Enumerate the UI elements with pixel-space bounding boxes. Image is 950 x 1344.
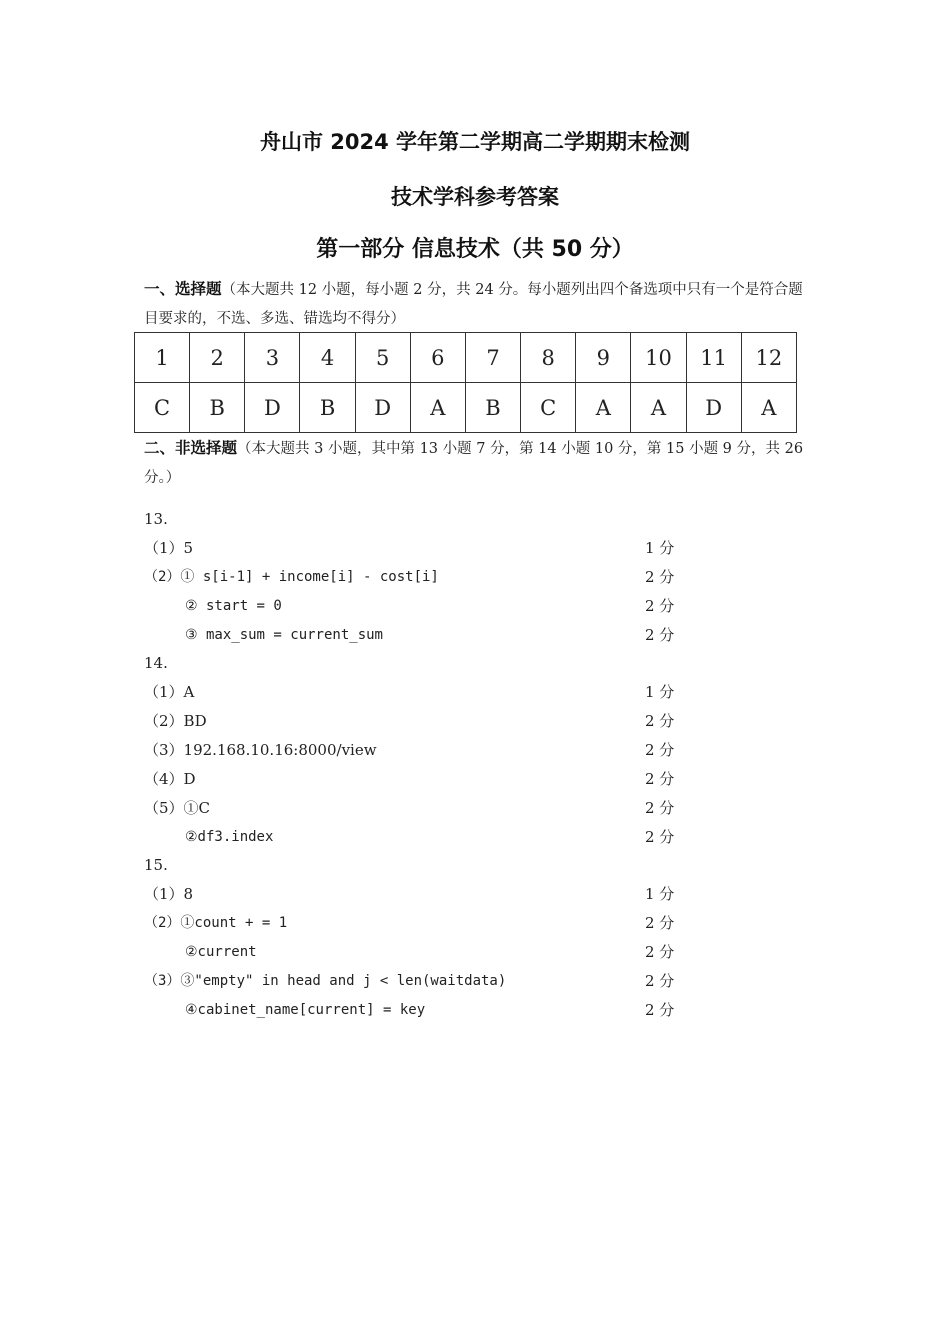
answer-table bbox=[134, 332, 797, 433]
answer-line: （2）BD bbox=[144, 712, 207, 730]
answer-cell: D bbox=[245, 383, 300, 433]
part-title: 第一部分 信息技术（共 50 分） bbox=[316, 237, 634, 262]
answer-line: （4）D bbox=[144, 770, 196, 788]
answer-line: （5）①C bbox=[144, 799, 211, 817]
answer-line: （2）①count + = 1 bbox=[144, 915, 288, 931]
answer-line: ④cabinet_name[current] = key bbox=[185, 1002, 426, 1018]
score: 2 分 bbox=[645, 741, 675, 759]
score: 2 分 bbox=[645, 597, 675, 615]
score: 2 分 bbox=[645, 1001, 675, 1019]
document-title: 舟山市 2024 学年第二学期高二学期期末检测 bbox=[259, 130, 691, 154]
question-number: 12 bbox=[741, 333, 796, 383]
question-number: 7 bbox=[465, 333, 520, 383]
question-14-label: 14. bbox=[144, 654, 168, 672]
score: 2 分 bbox=[645, 972, 675, 990]
score: 1 分 bbox=[645, 683, 675, 701]
section1-intro bbox=[144, 275, 812, 334]
document-subtitle: 技术学科参考答案 bbox=[391, 185, 559, 209]
answer-cell: B bbox=[190, 383, 245, 433]
answer-cell: B bbox=[465, 383, 520, 433]
answer-table-number-row bbox=[135, 333, 797, 383]
section1-description: （本大题共 12 小题，每小题 2 分，共 24 分。每小题列出四个备选项中只有一个是符合题目要求的，不选、多选、错选均不得分） bbox=[144, 282, 803, 327]
answer-line: （3）③"empty" in head and j < len(waitdata) bbox=[144, 973, 507, 989]
answer-cell: C bbox=[135, 383, 190, 433]
question-number: 11 bbox=[686, 333, 741, 383]
answer-line: （2）① s[i-1] + income[i] - cost[i] bbox=[144, 569, 439, 585]
answer-line: ② start = 0 bbox=[185, 598, 282, 614]
score: 1 分 bbox=[645, 539, 675, 557]
answer-line: （1）5 bbox=[144, 539, 194, 557]
question-number: 9 bbox=[576, 333, 631, 383]
score: 2 分 bbox=[645, 626, 675, 644]
score: 2 分 bbox=[645, 914, 675, 932]
question-15-label: 15. bbox=[144, 856, 168, 874]
question-number: 5 bbox=[355, 333, 410, 383]
score: 2 分 bbox=[645, 568, 675, 586]
answer-line: （1）8 bbox=[144, 885, 194, 903]
answer-table-answer-row bbox=[135, 383, 797, 433]
answer-line: （3）192.168.10.16:8000/view bbox=[144, 741, 377, 759]
answer-cell: D bbox=[686, 383, 741, 433]
question-number: 10 bbox=[631, 333, 686, 383]
answer-cell: B bbox=[300, 383, 355, 433]
score: 1 分 bbox=[645, 885, 675, 903]
answer-cell: A bbox=[631, 383, 686, 433]
answer-line: ②df3.index bbox=[185, 829, 274, 845]
question-number: 8 bbox=[521, 333, 576, 383]
answer-cell: A bbox=[410, 383, 465, 433]
answer-line: ②current bbox=[185, 944, 257, 960]
answer-cell: C bbox=[521, 383, 576, 433]
question-number: 2 bbox=[190, 333, 245, 383]
answer-line: ③ max_sum = current_sum bbox=[185, 627, 383, 643]
score: 2 分 bbox=[645, 828, 675, 846]
question-number: 4 bbox=[300, 333, 355, 383]
question-number: 1 bbox=[135, 333, 190, 383]
answer-cell: A bbox=[576, 383, 631, 433]
question-number: 6 bbox=[410, 333, 465, 383]
question-13-label: 13. bbox=[144, 510, 168, 528]
score: 2 分 bbox=[645, 770, 675, 788]
answer-line: （1）A bbox=[144, 683, 195, 701]
section2-heading: 二、非选择题 bbox=[144, 439, 238, 457]
score: 2 分 bbox=[645, 712, 675, 730]
answer-cell: D bbox=[355, 383, 410, 433]
answer-cell: A bbox=[741, 383, 796, 433]
score: 2 分 bbox=[645, 799, 675, 817]
section2-description: （本大题共 3 小题，其中第 13 小题 7 分，第 14 小题 10 分，第 15 小题 9 分，共 26 分。） bbox=[144, 441, 804, 486]
question-number: 3 bbox=[245, 333, 300, 383]
section1-heading: 一、选择题 bbox=[144, 280, 222, 298]
section2-intro bbox=[144, 434, 812, 493]
score: 2 分 bbox=[645, 943, 675, 961]
